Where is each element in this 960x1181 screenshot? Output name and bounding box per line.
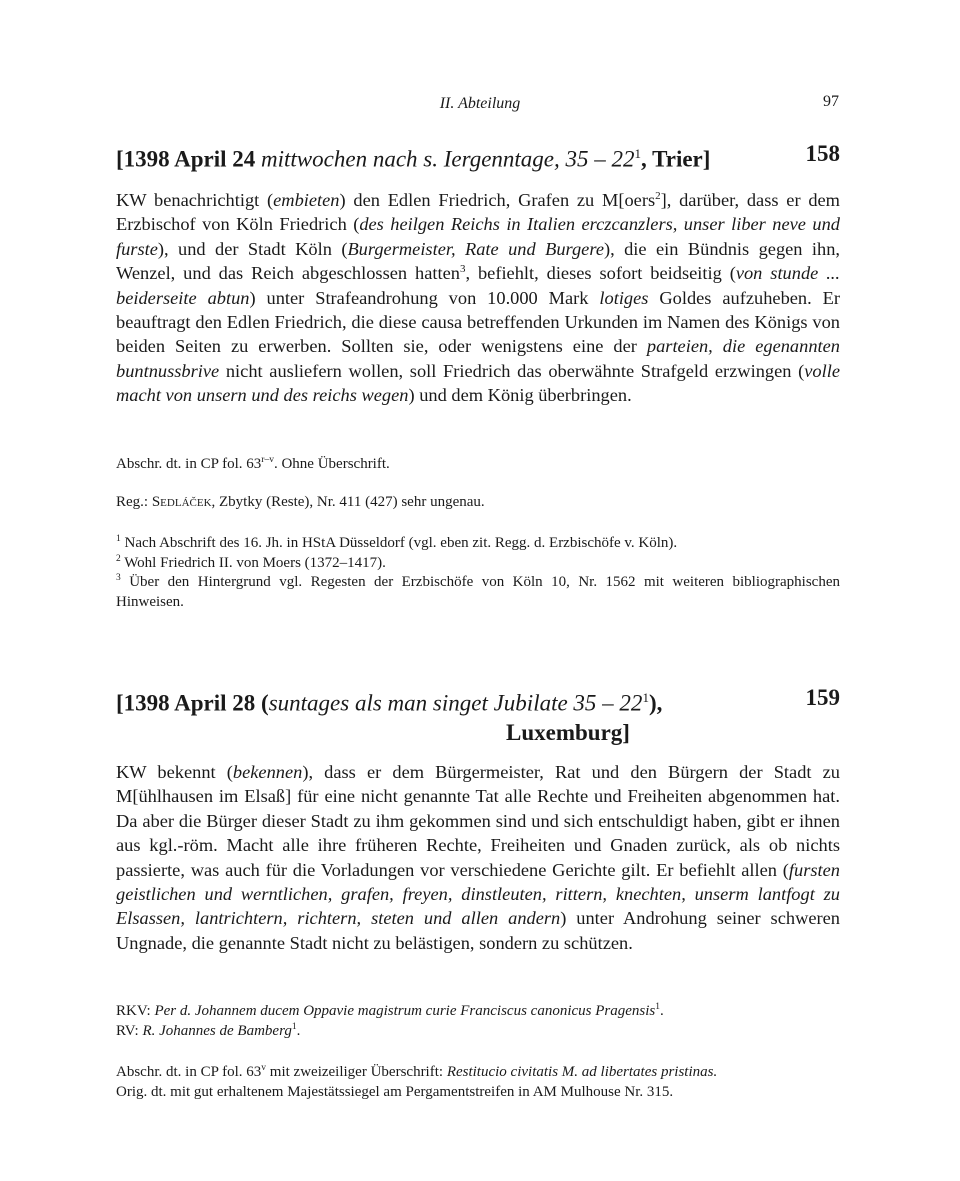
text-run: RV: [116, 1022, 143, 1039]
running-head [0, 93, 960, 117]
text-run: . [659, 1003, 664, 1019]
italic-run: Restitucio civitatis M. ad libertates pristinas. [446, 1064, 718, 1080]
italic-run: Per d. Johannem ducem Oppavie magistrum curie Franciscus canonicus Pragensis [154, 1003, 656, 1019]
italic-run: des heilgen Reichs in Italien erczcanzlers, unser liber neve und furste [116, 214, 840, 259]
folio-sup: r–v [261, 455, 274, 465]
text-run: KW bekennt ( [116, 762, 233, 782]
italic-run: bekennen [232, 762, 303, 782]
copy-note [116, 1063, 840, 1083]
entry-159-chancery-notes [116, 1002, 840, 1041]
entry-158-date-italic: mittwochen nach s. Iergenntage, 35 – 22 [261, 146, 635, 172]
text-run: ) und dem König überbringen. [408, 385, 632, 406]
text-run: ), die ein Bündnis gegen ihn, Wenzel, und das Reich abgeschlossen hatten [116, 238, 841, 284]
italic-run: von stunde ... beiderseite abtun [116, 263, 840, 308]
entry-158-footnotes [116, 534, 840, 612]
entry-159-heading [116, 683, 840, 747]
rv-note [116, 1022, 840, 1042]
text-run: ), dass er dem Bürgermeister, Rat und den Bürgern der Stadt zu M[ühlhausen im Elsaß] für eine nicht genannte Tat alle Rechte und Freiheiten abgenommen hat. Da aber die Bürger dieser Stadt zu ihm gekommen sind und sich entschuldigt haben, gibt er ihnen aus kgl.-röm. Macht alle ihre früheren Rechte, Freiheiten und Gnaden zurück, als ob nichts passierte, was auch für die Vorladungen vor verschiedene Gerichte gilt. Er befiehlt allen ( [116, 762, 840, 880]
entry-159-place-text: Luxemburg] [506, 719, 630, 745]
text-run: , befiehlt, dieses sofort beidseitig ( [465, 263, 736, 284]
footnote-text: Wohl Friedrich II. von Moers (1372–1417). [120, 554, 386, 571]
footnote-2 [116, 554, 840, 574]
author-name: Sedláček [151, 494, 212, 510]
entry-158-number: 158 [805, 141, 840, 166]
entry-159-place [116, 718, 840, 747]
entry-158-body [116, 188, 840, 408]
entry-159-date-end: ), [648, 690, 663, 716]
italic-run: fursten geistlichen und werntlichen, grafen, freyen, dinstleuten, rittern, knechten, unserm lantfogt zu Elsassen, lantrichtern, richtern, steten und allen andern [116, 859, 840, 929]
entry-159-date-italic: suntages als man singet Jubilate 35 – 22 [268, 690, 643, 716]
folio-sup: v [261, 1063, 267, 1073]
footnote-text: Nach Abschrift des 16. Jh. in HStA Düsseldorf (vgl. eben zit. Regg. d. Erzbischöfe v. Köln). [120, 535, 678, 551]
entry-158-place: , Trier] [641, 146, 711, 172]
text-run: Abschr. dt. in CP fol. 63 [116, 1064, 262, 1080]
text-run: KW benachrichtigt ( [116, 190, 274, 210]
footnote-ref: 2 [655, 189, 661, 202]
page-number: 97 [823, 93, 839, 110]
footnote-ref: 1 [291, 1021, 297, 1032]
footnote-mark: 3 [116, 573, 121, 583]
text-run: ) unter Strafeandrohung von 10.000 Mark [249, 287, 600, 308]
entry-158-heading [116, 139, 840, 174]
footnote-ref: 3 [459, 263, 466, 276]
text-run: nicht ausliefern wollen, soll Friedrich das oberwähnte Strafgeld erzwingen ( [219, 360, 805, 381]
text-run: ), und der Stadt Köln ( [157, 238, 348, 259]
rkv-note [116, 1002, 840, 1022]
text-run: Goldes aufzuheben. Er beauftragt den Edlen Friedrich, die diese causa betreffenden Urkunden im Namen des Königs von beiden Seiten zu erwerben. Sollten sie, oder wenigstens eine der [116, 287, 840, 357]
italic-run: lotiges [599, 287, 649, 308]
footnote-mark: 1 [116, 534, 121, 544]
original-note: Orig. dt. mit gut erhaltenem Majestätssiegel am Pergamentstreifen in AM Mulhouse Nr. 315. [116, 1083, 674, 1100]
footnote-mark: 2 [116, 553, 121, 564]
text-run: RKV: [116, 1003, 155, 1019]
text-run: . [296, 1022, 301, 1039]
footnote-3 [116, 573, 840, 612]
entry-158-regest [116, 493, 840, 513]
text-run: Reg.: [116, 494, 152, 510]
text-run: ) den Edlen Friedrich, Grafen zu M[oers [339, 190, 656, 210]
footnote-1 [116, 534, 840, 554]
running-head-title: II. Abteilung [439, 95, 521, 112]
italic-run: embieten [273, 190, 340, 210]
footnote-text: Über den Hintergrund vgl. Regesten der Erzbischöfe von Köln 10, Nr. 1562 mit weiteren bibliographischen Hinweisen. [116, 574, 840, 610]
italic-run: Burgermeister, Rate und Burgere [347, 238, 604, 259]
entry-159-number: 159 [805, 685, 840, 710]
text-run: Abschr. dt. in CP fol. 63 [116, 456, 262, 472]
footnote-ref: 1 [634, 146, 642, 161]
entry-158-transmission [116, 455, 840, 475]
text-run: ) unter Androhung seiner schweren Ungnade, die genannte Stadt nicht zu belästigen, sondern zu schützen. [116, 908, 840, 953]
footnote-ref: 1 [655, 1002, 660, 1012]
text-run: . Ohne Überschrift. [273, 456, 390, 472]
footnote-ref: 1 [642, 690, 649, 705]
entry-158-date: [1398 April 24 [116, 146, 262, 172]
entry-159-transmission [116, 1063, 840, 1102]
text-run: mit zweizeiliger Überschrift: [266, 1064, 447, 1080]
entry-159-date: [1398 April 28 ( [116, 690, 269, 716]
text-run: ], darüber, dass er dem Erzbischof von Köln Friedrich ( [116, 190, 840, 235]
text-run: , Zbytky (Reste), Nr. 411 (427) sehr ungenau. [211, 494, 485, 510]
italic-run: volle macht von unsern und des reichs wegen [116, 360, 840, 406]
entry-159-body [116, 760, 840, 955]
italic-run: parteien, die egenannten buntnussbrive [116, 336, 840, 381]
italic-run: R. Johannes de Bamberg [142, 1022, 292, 1039]
